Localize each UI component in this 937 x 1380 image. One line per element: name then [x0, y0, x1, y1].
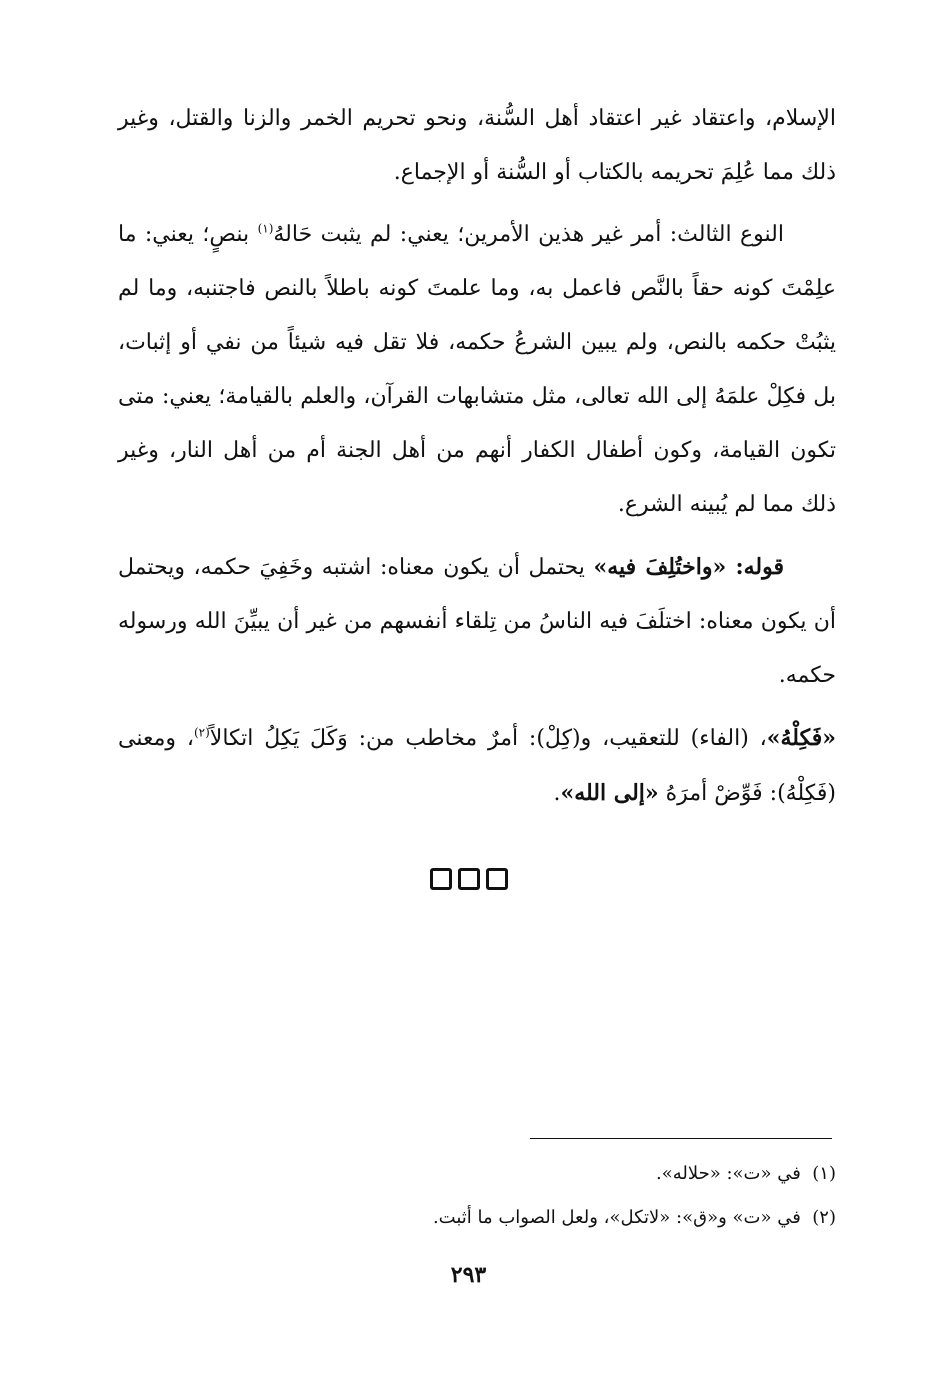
footnote-2-text: في «ت» و«ق»: «لاتكل»، ولعل الصواب ما أثبت.: [432, 1207, 801, 1228]
footnote-1-number: (١): [812, 1163, 836, 1184]
paragraph-4-end: .: [553, 781, 561, 806]
paragraph-3: [118, 540, 836, 703]
section-divider-ornament: [0, 868, 937, 894]
paragraph-2-text-a: النوع الثالث: أمر غير هذين الأمرين؛ يعني: لم يثبت حَالهُ: [273, 222, 784, 247]
paragraph-4: [118, 711, 836, 821]
square-ornament-icon: [486, 868, 508, 890]
paragraph-1: [118, 92, 836, 200]
page-number: ٢٩٣: [450, 1262, 487, 1288]
footnotes: [118, 1156, 836, 1244]
square-ornament-icon: [458, 868, 480, 890]
footnote-ref-1[interactable]: (١): [257, 221, 274, 236]
footnote-separator: [530, 1138, 832, 1139]
square-ornament-icon: [430, 868, 452, 890]
paragraph-4-text-a: ، (الفاء) للتعقيب، و(كِلْ): أمرٌ مخاطب من: وَكَلَ يَكِلُ اتكالاً: [209, 726, 767, 751]
paragraph-3-text: يحتمل أن يكون معناه: اشتبه وخَفِيَ حكمه، ويحتمل أن يكون معناه: اختلَفَ فيه الناسُ من تِلقاء أنفسهم من غير أن يبيِّنَ الله ورسوله حكمه.: [118, 555, 836, 688]
paragraph-3-lead: قوله: «واختُلِفَ فيه»: [593, 554, 784, 580]
footnote-ref-2[interactable]: (٢): [193, 725, 210, 740]
paragraph-4-lead: «فَكِلْهُ»: [766, 725, 837, 751]
main-text: [118, 92, 836, 829]
paragraph-4-tail: «إلى الله»: [560, 780, 659, 806]
footnote-1-text: في «ت»: «حلاله».: [655, 1163, 801, 1184]
footnote-2: [118, 1200, 836, 1236]
paragraph-2: [118, 208, 836, 532]
paragraph-4-text-b: ، ومعنى (فَكِلْهُ): فَوِّضْ أمرَهُ: [118, 726, 836, 806]
paragraph-1-text: الإسلام، واعتقاد غير اعتقاد أهل السُّنة، ونحو تحريم الخمر والزنا والقتل، وغير ذلك مما عُلِمَ تحريمه بالكتاب أو السُّنة أو الإجماع.: [118, 106, 836, 185]
footnote-2-number: (٢): [812, 1207, 836, 1228]
footnote-1: [118, 1156, 836, 1192]
paragraph-2-text-b: بنصٍ؛ يعني: ما علِمْتَ كونه حقاً بالنَّص فاعمل به، وما علمتَ كونه باطلاً بالنص فاجتنبه، وما لم يثبُتْ حكمه بالنص، ولم يبين الشرعُ حكمه، فلا تقل فيه شيئاً من نفي أو إثبات، بل فكِلْ علمَهُ إلى الله تعالى، مثل متشابهات القرآن، والعلم بالقيامة؛ يعني: متى تكون القيامة، وكون أطفال الكفار أنهم من أهل الجنة أم من أهل النار، وغير ذلك مما لم يُبينه الشرع.: [118, 222, 836, 517]
